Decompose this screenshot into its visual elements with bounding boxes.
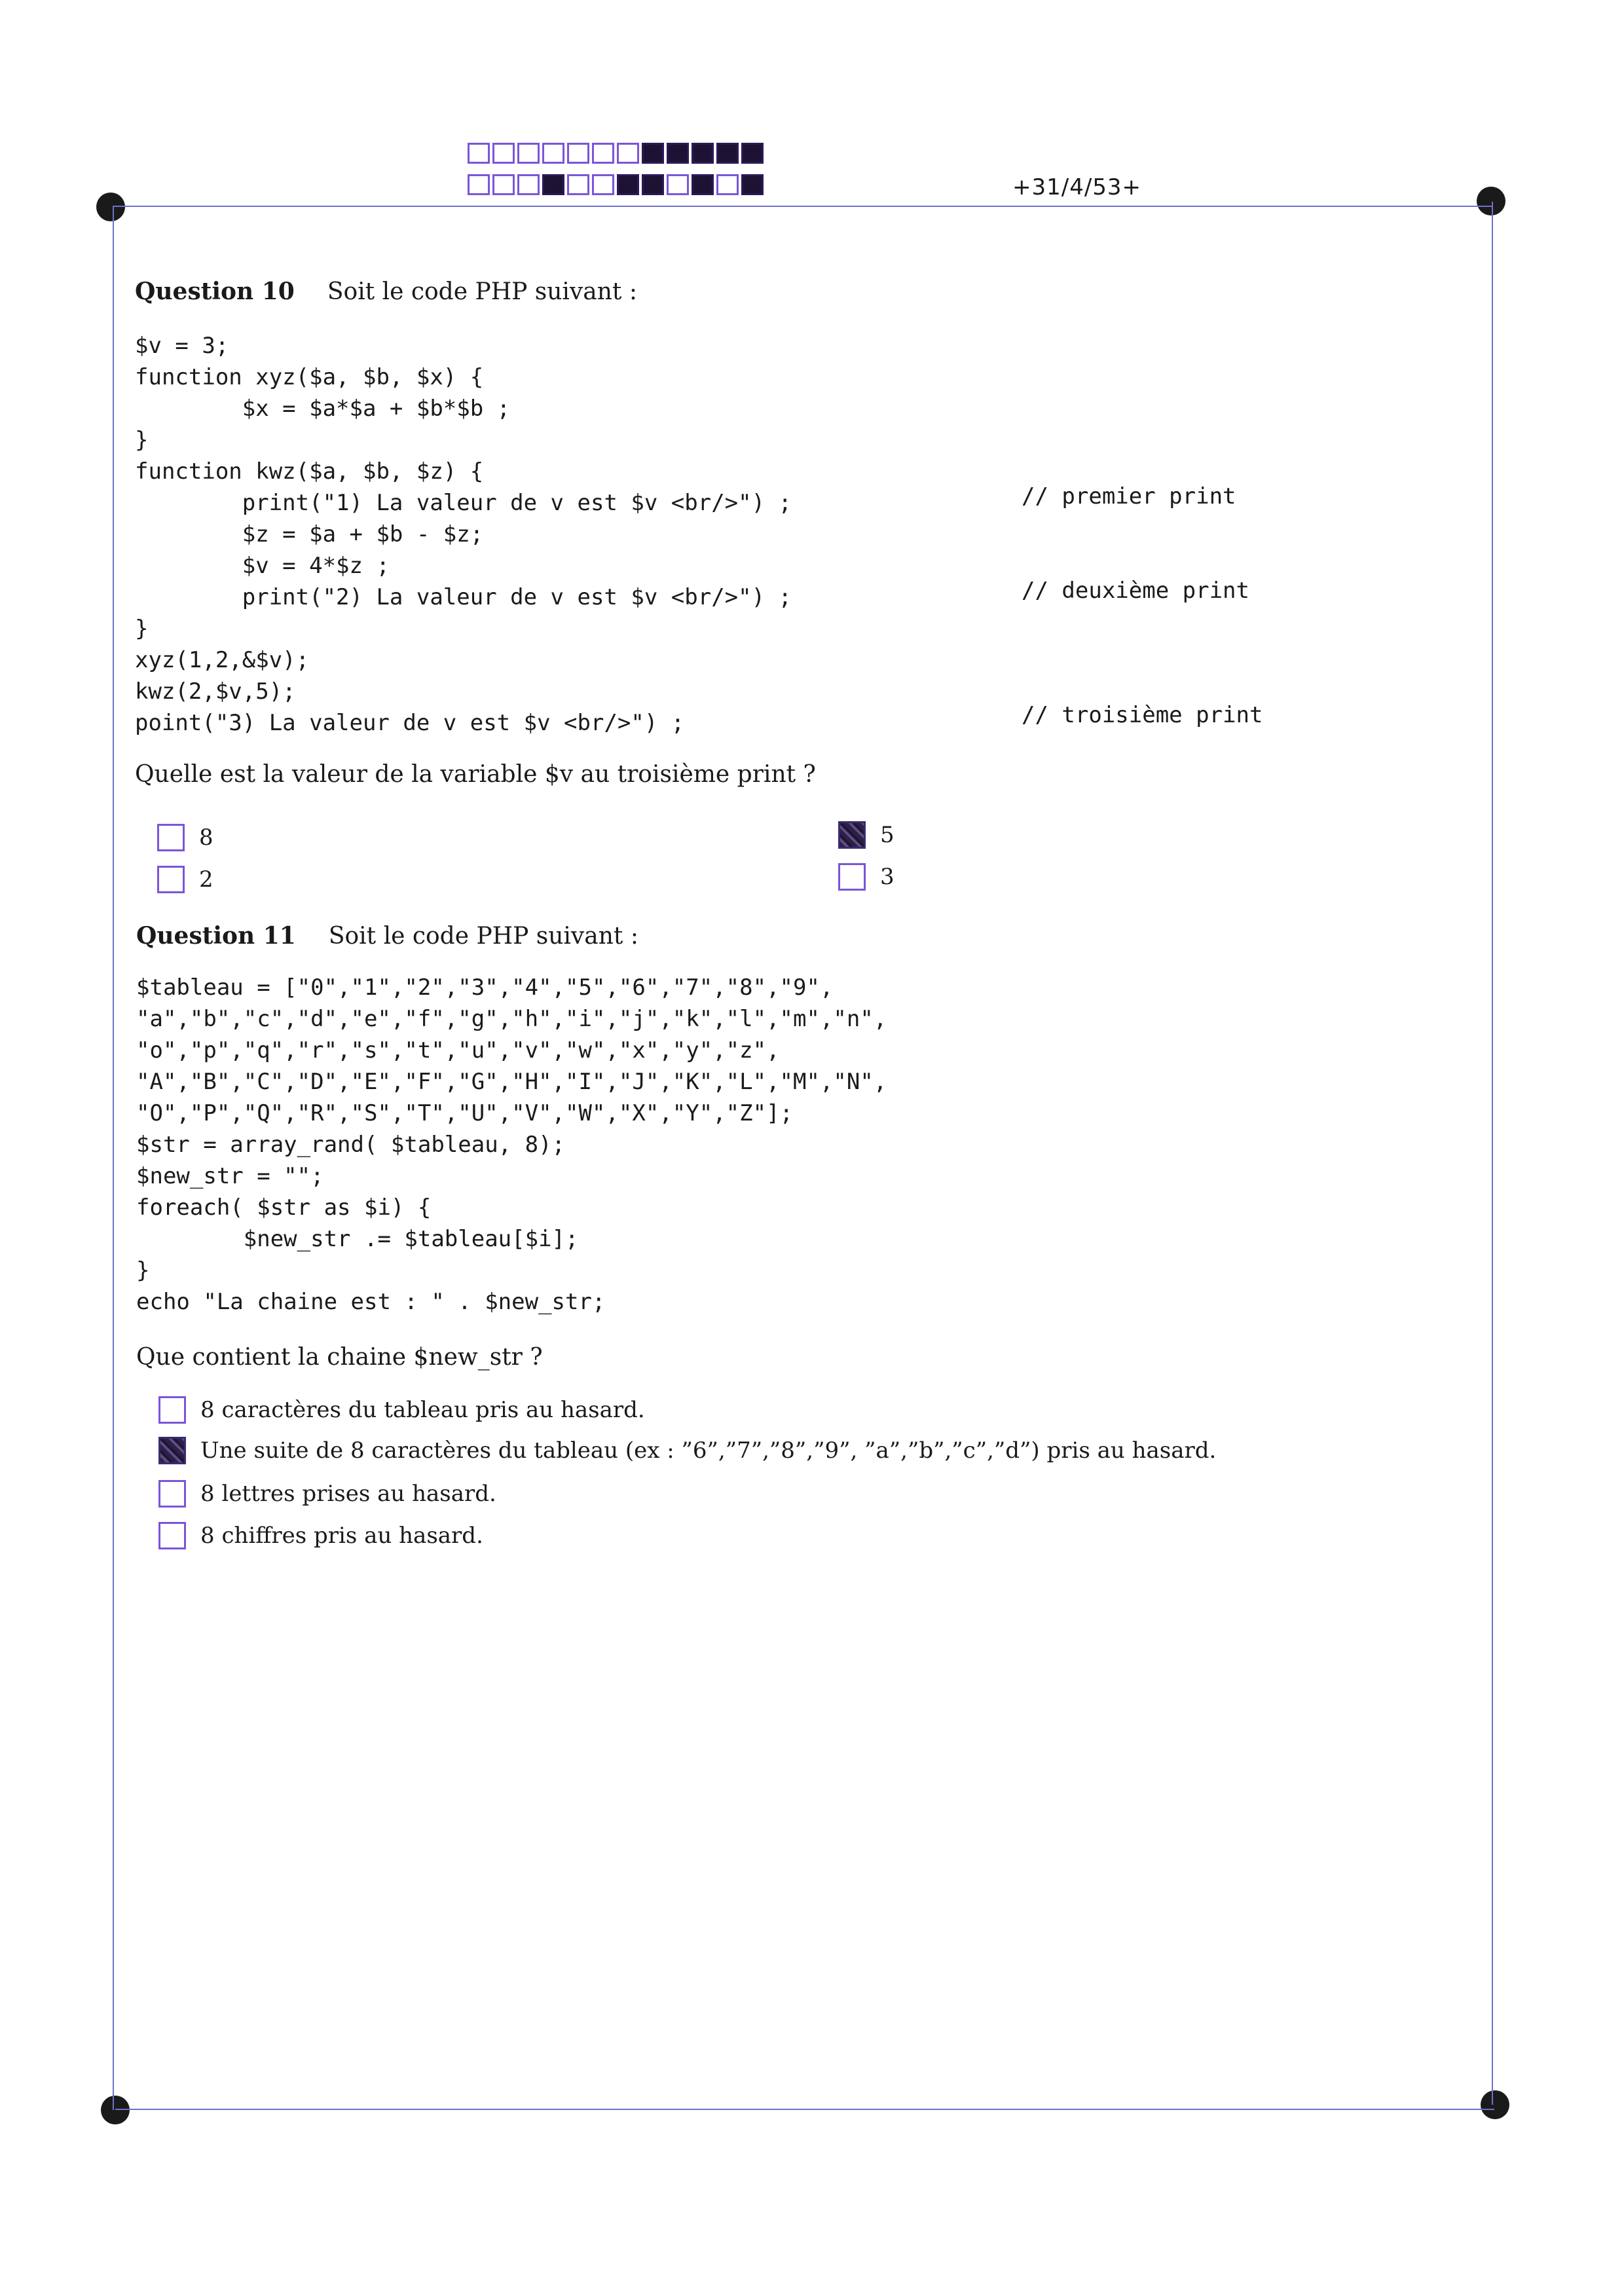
q10-option-label: 8: [199, 824, 213, 851]
q11-checkbox-4[interactable]: [158, 1522, 186, 1549]
q10-option-5[interactable]: [838, 821, 895, 849]
code-cell: [517, 143, 540, 164]
code-line: "O","P","Q","R","S","T","U","V","W","X","Y","Z"];: [136, 1100, 794, 1126]
q11-option-label: 8 chiffres pris au hasard.: [200, 1523, 483, 1549]
code-cell: [716, 143, 739, 164]
registration-mark-bottom-left: [101, 2096, 130, 2124]
code-line: $new_str .= $tableau[$i];: [136, 1226, 579, 1252]
q11-checkbox-1[interactable]: [158, 1396, 186, 1424]
q10-checkbox-2[interactable]: [157, 866, 185, 893]
q11-option-label: Une suite de 8 caractères du tableau (ex : ”6”,”7”,”8”,”9”, ”a”,”b”,”c”,”d”) pris au hasard.: [200, 1437, 1217, 1464]
code-cell: [667, 143, 689, 164]
q11-checkbox-2[interactable]: [158, 1437, 186, 1464]
code-line: $v = 3;: [135, 333, 229, 359]
q10-option-8[interactable]: [157, 824, 213, 851]
code-line: print("1) La valeur de v est $v <br/>") ;: [135, 490, 792, 516]
question-11-title: [136, 922, 638, 950]
code-cell: [741, 174, 764, 195]
comment-second-print: // deuxième print: [1022, 578, 1249, 604]
code-cell: [567, 143, 589, 164]
code-line: $x = $a*$a + $b*$b ;: [135, 396, 511, 422]
code-cell: [468, 174, 490, 195]
code-cell: [642, 174, 664, 195]
question-10-intro: Soit le code PHP suivant :: [327, 278, 637, 305]
q10-checkbox-5[interactable]: [838, 821, 866, 849]
question-11-intro: Soit le code PHP suivant :: [328, 923, 638, 950]
code-line: print("2) La valeur de v est $v <br/>") ;: [135, 584, 792, 610]
code-line: $z = $a + $b - $z;: [135, 521, 484, 547]
q11-option-label: 8 lettres prises au hasard.: [200, 1481, 496, 1507]
question-10-label: Question 10: [135, 278, 295, 305]
code-line: }: [136, 1257, 150, 1284]
q11-option-3[interactable]: [158, 1480, 496, 1508]
code-cell: [492, 174, 515, 195]
q10-option-3[interactable]: [838, 863, 895, 891]
binary-code-row-1: [468, 143, 766, 164]
code-cell: [716, 174, 739, 195]
q11-option-1[interactable]: [158, 1396, 645, 1424]
code-line: "a","b","c","d","e","f","g","h","i","j","k","l","m","n",: [136, 1006, 887, 1032]
q10-checkbox-8[interactable]: [157, 824, 185, 851]
q11-option-label: 8 caractères du tableau pris au hasard.: [200, 1397, 645, 1423]
question-11-label: Question 11: [136, 922, 296, 950]
code-line: foreach( $str as $i) {: [136, 1194, 432, 1221]
code-line: function xyz($a, $b, $x) {: [135, 364, 484, 390]
q11-option-4[interactable]: [158, 1522, 483, 1549]
code-line: }: [135, 427, 149, 453]
code-cell: [517, 174, 540, 195]
frame-bottom: [115, 2109, 1494, 2110]
code-cell: [741, 143, 764, 164]
code-line: $new_str = "";: [136, 1163, 324, 1189]
binary-code-row-2: [468, 174, 766, 195]
comment-third-print: // troisième print: [1022, 702, 1263, 728]
code-cell: [667, 174, 689, 195]
code-cell: [592, 174, 614, 195]
code-line: "A","B","C","D","E","F","G","H","I","J","K","L","M","N",: [136, 1069, 887, 1095]
code-cell: [542, 143, 564, 164]
code-line: $str = array_rand( $tableau, 8);: [136, 1132, 566, 1158]
q11-option-2[interactable]: [158, 1437, 1216, 1464]
code-line: "o","p","q","r","s","t","u","v","w","x","y","z",: [136, 1037, 780, 1064]
comment-first-print: // premier print: [1022, 483, 1236, 509]
code-cell: [692, 143, 714, 164]
code-line: $tableau = ["0","1","2","3","4","5","6","7","8","9",: [136, 974, 834, 1001]
q10-option-2[interactable]: [157, 866, 213, 893]
page-id: +31/4/53+: [1012, 174, 1142, 200]
q10-option-label: 5: [880, 822, 895, 848]
q11-checkbox-3[interactable]: [158, 1480, 186, 1508]
registration-mark-bottom-right: [1481, 2090, 1509, 2119]
code-line: kwz(2,$v,5);: [135, 678, 296, 705]
question-10-prompt: Quelle est la valeur de la variable $v au troisième print ?: [135, 761, 816, 788]
q10-option-label: 3: [880, 864, 895, 890]
code-line: $v = 4*$z ;: [135, 553, 390, 579]
code-line: echo "La chaine est : " . $new_str;: [136, 1289, 606, 1315]
code-cell: [492, 143, 515, 164]
code-cell: [617, 143, 639, 164]
code-line: xyz(1,2,&$v);: [135, 647, 310, 673]
code-cell: [692, 174, 714, 195]
code-line: point("3) La valeur de v est $v <br/>") ;: [135, 710, 685, 736]
registration-mark-top-right: [1477, 187, 1505, 215]
question-10-code: [135, 330, 792, 739]
code-cell: [567, 174, 589, 195]
code-cell: [468, 143, 490, 164]
registration-mark-top-left: [96, 193, 125, 221]
code-cell: [642, 143, 664, 164]
code-line: function kwz($a, $b, $z) {: [135, 458, 484, 485]
frame-top: [113, 206, 1492, 207]
q10-checkbox-3[interactable]: [838, 863, 866, 891]
code-line: }: [135, 616, 149, 642]
frame-right: [1492, 202, 1493, 2105]
code-cell: [542, 174, 564, 195]
q10-option-label: 2: [199, 866, 213, 893]
code-cell: [592, 143, 614, 164]
code-cell: [617, 174, 639, 195]
question-10-title: [135, 278, 637, 305]
question-11-prompt: Que contient la chaine $new_str ?: [136, 1344, 543, 1371]
frame-left: [113, 207, 114, 2110]
question-11-code: [136, 972, 887, 1318]
